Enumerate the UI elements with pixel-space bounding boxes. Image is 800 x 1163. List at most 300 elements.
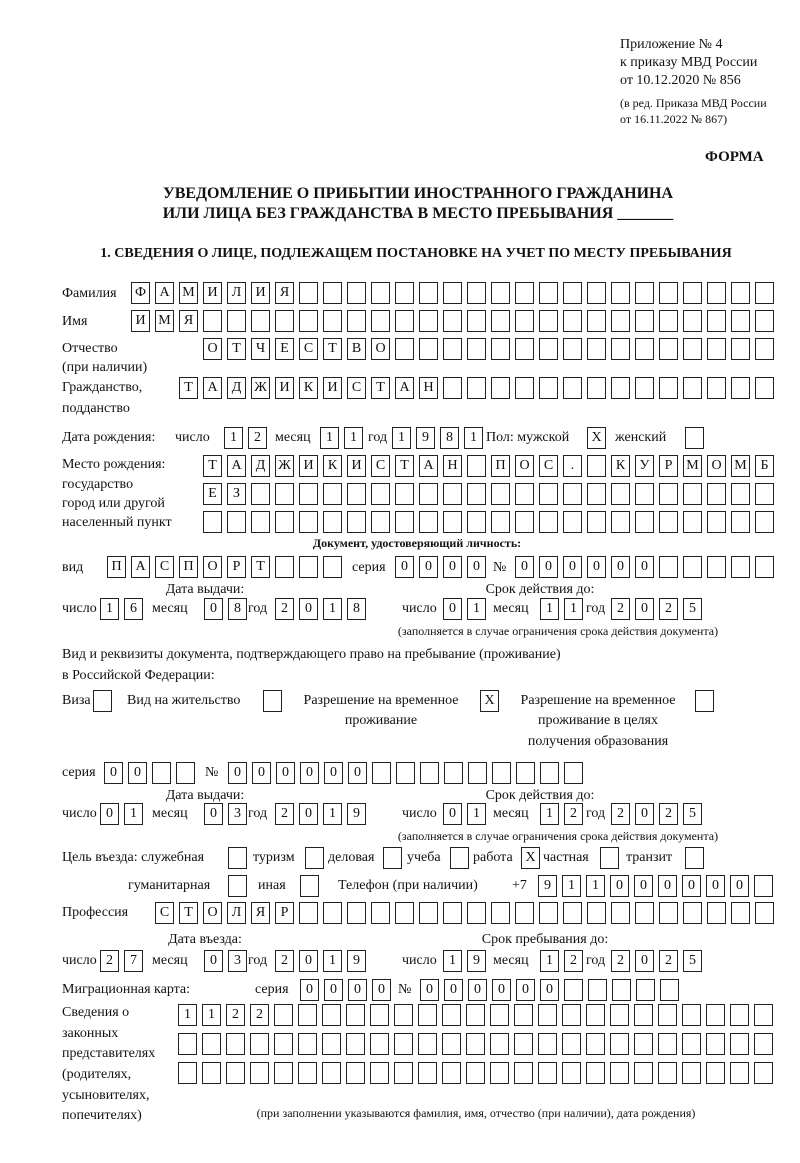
surname-field-cell[interactable]: [347, 282, 366, 304]
representatives-line-3-cell[interactable]: [250, 1062, 269, 1084]
dob-day-field-cell[interactable]: 2: [248, 427, 267, 449]
birthplace-line-1-cell[interactable]: Б: [755, 455, 774, 477]
representatives-line-2-cell[interactable]: [610, 1033, 629, 1055]
name-field-cell[interactable]: [347, 310, 366, 332]
migration-card-number-cell[interactable]: [588, 979, 607, 1001]
name-field-cell[interactable]: [275, 310, 294, 332]
birthplace-line-1-cell[interactable]: С: [539, 455, 558, 477]
representatives-line-2-cell[interactable]: [298, 1033, 317, 1055]
stay-until-month-cell[interactable]: 1: [540, 950, 559, 972]
migration-card-number-cell[interactable]: [636, 979, 655, 1001]
birthplace-line-2-cell[interactable]: [539, 483, 558, 505]
migration-card-number-cell[interactable]: 0: [540, 979, 559, 1001]
profession-field-cell[interactable]: [755, 902, 774, 924]
id-valid-month-cell[interactable]: 1: [564, 598, 583, 620]
profession-field-cell[interactable]: [347, 902, 366, 924]
birthplace-line-2-cell[interactable]: [563, 483, 582, 505]
purpose-transit-checkbox[interactable]: [685, 847, 704, 869]
citizenship-field-cell[interactable]: [707, 377, 726, 399]
representatives-line-3-cell[interactable]: [538, 1062, 557, 1084]
surname-field-cell[interactable]: Ф: [131, 282, 150, 304]
surname-field-cell[interactable]: А: [155, 282, 174, 304]
citizenship-field-cell[interactable]: [563, 377, 582, 399]
stay-issue-year-cell[interactable]: 9: [347, 803, 366, 825]
patronymic-field-cell[interactable]: [635, 338, 654, 360]
citizenship-field-cell[interactable]: [683, 377, 702, 399]
profession-field-cell[interactable]: Я: [251, 902, 270, 924]
representatives-line-3-cell[interactable]: [610, 1062, 629, 1084]
birthplace-line-2-cell[interactable]: [491, 483, 510, 505]
id-issue-year-cell[interactable]: 1: [323, 598, 342, 620]
representatives-line-2-cell[interactable]: [274, 1033, 293, 1055]
migration-card-series-cell[interactable]: 0: [324, 979, 343, 1001]
representatives-line-1-cell[interactable]: [298, 1004, 317, 1026]
birthplace-line-3-cell[interactable]: [731, 511, 750, 533]
birthplace-line-3-cell[interactable]: [443, 511, 462, 533]
id-number-field-cell[interactable]: [683, 556, 702, 578]
id-series-field-cell[interactable]: 0: [467, 556, 486, 578]
profession-field-cell[interactable]: [683, 902, 702, 924]
patronymic-field-cell[interactable]: [443, 338, 462, 360]
citizenship-field-cell[interactable]: [491, 377, 510, 399]
dob-month-field-cell[interactable]: 1: [344, 427, 363, 449]
entry-year-cell[interactable]: 0: [299, 950, 318, 972]
birthplace-line-3-cell[interactable]: [347, 511, 366, 533]
name-field-cell[interactable]: Я: [179, 310, 198, 332]
representatives-line-1-cell[interactable]: [418, 1004, 437, 1026]
profession-field-cell[interactable]: [395, 902, 414, 924]
profession-field-cell[interactable]: Р: [275, 902, 294, 924]
entry-year-cell[interactable]: 9: [347, 950, 366, 972]
entry-month-cell[interactable]: 0: [204, 950, 223, 972]
name-field-cell[interactable]: [419, 310, 438, 332]
representatives-line-1-cell[interactable]: 1: [178, 1004, 197, 1026]
representatives-line-3-cell[interactable]: [322, 1062, 341, 1084]
citizenship-field-cell[interactable]: А: [203, 377, 222, 399]
representatives-line-2-cell[interactable]: [586, 1033, 605, 1055]
birthplace-line-3-cell[interactable]: [467, 511, 486, 533]
name-field-cell[interactable]: [683, 310, 702, 332]
representatives-line-3-cell[interactable]: [466, 1062, 485, 1084]
surname-field-cell[interactable]: [635, 282, 654, 304]
representatives-line-3-cell[interactable]: [226, 1062, 245, 1084]
profession-field-cell[interactable]: [659, 902, 678, 924]
migration-card-series-cell[interactable]: 0: [348, 979, 367, 1001]
name-field-cell[interactable]: [323, 310, 342, 332]
representatives-line-2-cell[interactable]: [754, 1033, 773, 1055]
birthplace-line-1-cell[interactable]: У: [635, 455, 654, 477]
stay-doc-series-field-cell[interactable]: 0: [104, 762, 123, 784]
patronymic-field-cell[interactable]: Т: [227, 338, 246, 360]
id-number-field-cell[interactable]: 0: [539, 556, 558, 578]
patronymic-field-cell[interactable]: [611, 338, 630, 360]
representatives-line-1-cell[interactable]: [346, 1004, 365, 1026]
stay-until-year-cell[interactable]: 5: [683, 950, 702, 972]
citizenship-field-cell[interactable]: [515, 377, 534, 399]
patronymic-field-cell[interactable]: В: [347, 338, 366, 360]
surname-field-cell[interactable]: И: [251, 282, 270, 304]
patronymic-field-cell[interactable]: Ч: [251, 338, 270, 360]
birthplace-line-2-cell[interactable]: [395, 483, 414, 505]
name-field-cell[interactable]: [515, 310, 534, 332]
birthplace-line-3-cell[interactable]: [707, 511, 726, 533]
citizenship-field-cell[interactable]: И: [323, 377, 342, 399]
profession-field-cell[interactable]: [563, 902, 582, 924]
stay-valid-year-cell[interactable]: 2: [611, 803, 630, 825]
surname-field-cell[interactable]: Я: [275, 282, 294, 304]
birthplace-line-2-cell[interactable]: [419, 483, 438, 505]
surname-field-cell[interactable]: [419, 282, 438, 304]
id-valid-year-cell[interactable]: 2: [611, 598, 630, 620]
representatives-line-1-cell[interactable]: [370, 1004, 389, 1026]
profession-field-cell[interactable]: [707, 902, 726, 924]
purpose-official-checkbox[interactable]: [228, 847, 247, 869]
stay-issue-month-cell[interactable]: 0: [204, 803, 223, 825]
id-issue-year-cell[interactable]: 0: [299, 598, 318, 620]
phone-field-cell[interactable]: 0: [634, 875, 653, 897]
birthplace-line-2-cell[interactable]: [587, 483, 606, 505]
citizenship-field-cell[interactable]: [635, 377, 654, 399]
stay-issue-year-cell[interactable]: 1: [323, 803, 342, 825]
birthplace-line-1-cell[interactable]: М: [683, 455, 702, 477]
purpose-other-checkbox[interactable]: [300, 875, 319, 897]
id-number-field-cell[interactable]: 0: [515, 556, 534, 578]
birthplace-line-2-cell[interactable]: [251, 483, 270, 505]
representatives-line-2-cell[interactable]: [490, 1033, 509, 1055]
representatives-line-3-cell[interactable]: [442, 1062, 461, 1084]
patronymic-field-cell[interactable]: О: [371, 338, 390, 360]
surname-field-cell[interactable]: [707, 282, 726, 304]
entry-year-cell[interactable]: 2: [275, 950, 294, 972]
birthplace-line-3-cell[interactable]: [755, 511, 774, 533]
birthplace-line-1-cell[interactable]: И: [347, 455, 366, 477]
name-field-cell[interactable]: [731, 310, 750, 332]
surname-field-cell[interactable]: [587, 282, 606, 304]
representatives-line-1-cell[interactable]: [466, 1004, 485, 1026]
name-field-cell[interactable]: [467, 310, 486, 332]
citizenship-field-cell[interactable]: Ж: [251, 377, 270, 399]
representatives-line-1-cell[interactable]: [538, 1004, 557, 1026]
birthplace-line-3-cell[interactable]: [491, 511, 510, 533]
surname-field-cell[interactable]: [323, 282, 342, 304]
birthplace-line-1-cell[interactable]: Ж: [275, 455, 294, 477]
stay-doc-number-field-cell[interactable]: [396, 762, 415, 784]
name-field-cell[interactable]: [395, 310, 414, 332]
name-field-cell[interactable]: [227, 310, 246, 332]
citizenship-field-cell[interactable]: Н: [419, 377, 438, 399]
representatives-line-1-cell[interactable]: [706, 1004, 725, 1026]
representatives-line-1-cell[interactable]: [514, 1004, 533, 1026]
visa-checkbox[interactable]: [93, 690, 112, 712]
representatives-line-1-cell[interactable]: [610, 1004, 629, 1026]
id-number-field-cell[interactable]: [731, 556, 750, 578]
dob-month-field-cell[interactable]: 1: [320, 427, 339, 449]
profession-field-cell[interactable]: С: [155, 902, 174, 924]
surname-field-cell[interactable]: [491, 282, 510, 304]
dob-year-field-cell[interactable]: 9: [416, 427, 435, 449]
patronymic-field-cell[interactable]: [659, 338, 678, 360]
patronymic-field-cell[interactable]: [731, 338, 750, 360]
stay-issue-month-cell[interactable]: 3: [228, 803, 247, 825]
profession-field-cell[interactable]: [491, 902, 510, 924]
representatives-line-3-cell[interactable]: [298, 1062, 317, 1084]
phone-field-cell[interactable]: 1: [562, 875, 581, 897]
representatives-line-1-cell[interactable]: [754, 1004, 773, 1026]
citizenship-field-cell[interactable]: [755, 377, 774, 399]
id-valid-day-cell[interactable]: 0: [443, 598, 462, 620]
id-number-field-cell[interactable]: 0: [587, 556, 606, 578]
birthplace-line-1-cell[interactable]: Т: [203, 455, 222, 477]
entry-month-cell[interactable]: 3: [228, 950, 247, 972]
representatives-line-1-cell[interactable]: [274, 1004, 293, 1026]
representatives-line-2-cell[interactable]: [202, 1033, 221, 1055]
representatives-line-1-cell[interactable]: 2: [226, 1004, 245, 1026]
id-kind-field-cell[interactable]: О: [203, 556, 222, 578]
stay-doc-series-field-cell[interactable]: [176, 762, 195, 784]
id-issue-month-cell[interactable]: 8: [228, 598, 247, 620]
id-kind-field-cell[interactable]: А: [131, 556, 150, 578]
purpose-tourism-checkbox[interactable]: [305, 847, 324, 869]
birthplace-line-1-cell[interactable]: И: [299, 455, 318, 477]
representatives-line-3-cell[interactable]: [274, 1062, 293, 1084]
stay-doc-number-field-cell[interactable]: [468, 762, 487, 784]
surname-field-cell[interactable]: Л: [227, 282, 246, 304]
representatives-line-3-cell[interactable]: [178, 1062, 197, 1084]
patronymic-field-cell[interactable]: [467, 338, 486, 360]
representatives-line-2-cell[interactable]: [466, 1033, 485, 1055]
name-field-cell[interactable]: [635, 310, 654, 332]
birthplace-line-2-cell[interactable]: [635, 483, 654, 505]
citizenship-field-cell[interactable]: [659, 377, 678, 399]
name-field-cell[interactable]: [371, 310, 390, 332]
representatives-line-1-cell[interactable]: [730, 1004, 749, 1026]
name-field-cell[interactable]: [611, 310, 630, 332]
migration-card-series-cell[interactable]: 0: [372, 979, 391, 1001]
birthplace-line-2-cell[interactable]: [299, 483, 318, 505]
phone-field-cell[interactable]: 0: [658, 875, 677, 897]
stay-until-year-cell[interactable]: 0: [635, 950, 654, 972]
profession-field-cell[interactable]: [299, 902, 318, 924]
birthplace-line-1-cell[interactable]: М: [731, 455, 750, 477]
birthplace-line-2-cell[interactable]: [707, 483, 726, 505]
citizenship-field-cell[interactable]: [731, 377, 750, 399]
name-field-cell[interactable]: [491, 310, 510, 332]
representatives-line-3-cell[interactable]: [706, 1062, 725, 1084]
name-field-cell[interactable]: И: [131, 310, 150, 332]
id-number-field-cell[interactable]: [659, 556, 678, 578]
stay-valid-month-cell[interactable]: 1: [540, 803, 559, 825]
birthplace-line-2-cell[interactable]: [443, 483, 462, 505]
representatives-line-3-cell[interactable]: [346, 1062, 365, 1084]
id-number-field-cell[interactable]: [755, 556, 774, 578]
citizenship-field-cell[interactable]: [611, 377, 630, 399]
stay-issue-year-cell[interactable]: 2: [275, 803, 294, 825]
surname-field-cell[interactable]: [755, 282, 774, 304]
surname-field-cell[interactable]: [539, 282, 558, 304]
citizenship-field-cell[interactable]: С: [347, 377, 366, 399]
surname-field-cell[interactable]: [395, 282, 414, 304]
citizenship-field-cell[interactable]: К: [299, 377, 318, 399]
birthplace-line-1-cell[interactable]: Р: [659, 455, 678, 477]
representatives-line-1-cell[interactable]: 1: [202, 1004, 221, 1026]
profession-field-cell[interactable]: [467, 902, 486, 924]
patronymic-field-cell[interactable]: [563, 338, 582, 360]
citizenship-field-cell[interactable]: Т: [371, 377, 390, 399]
stay-until-year-cell[interactable]: 2: [659, 950, 678, 972]
id-series-field-cell[interactable]: 0: [443, 556, 462, 578]
representatives-line-2-cell[interactable]: [226, 1033, 245, 1055]
id-kind-field-cell[interactable]: [323, 556, 342, 578]
stay-doc-number-field-cell[interactable]: [492, 762, 511, 784]
phone-field-cell[interactable]: 0: [682, 875, 701, 897]
migration-card-number-cell[interactable]: 0: [492, 979, 511, 1001]
purpose-study-checkbox[interactable]: [450, 847, 469, 869]
patronymic-field-cell[interactable]: Е: [275, 338, 294, 360]
birthplace-line-2-cell[interactable]: Е: [203, 483, 222, 505]
id-issue-day-cell[interactable]: 1: [100, 598, 119, 620]
representatives-line-3-cell[interactable]: [682, 1062, 701, 1084]
profession-field-cell[interactable]: Л: [227, 902, 246, 924]
birthplace-line-3-cell[interactable]: [203, 511, 222, 533]
representatives-line-3-cell[interactable]: [562, 1062, 581, 1084]
surname-field-cell[interactable]: [299, 282, 318, 304]
birthplace-line-1-cell[interactable]: П: [491, 455, 510, 477]
migration-card-number-cell[interactable]: 0: [444, 979, 463, 1001]
stay-valid-year-cell[interactable]: 2: [659, 803, 678, 825]
birthplace-line-1-cell[interactable]: А: [227, 455, 246, 477]
surname-field-cell[interactable]: [683, 282, 702, 304]
id-issue-month-cell[interactable]: 0: [204, 598, 223, 620]
patronymic-field-cell[interactable]: С: [299, 338, 318, 360]
id-valid-month-cell[interactable]: 1: [540, 598, 559, 620]
sex-male-checkbox[interactable]: X: [587, 427, 606, 449]
id-kind-field-cell[interactable]: П: [179, 556, 198, 578]
citizenship-field-cell[interactable]: [539, 377, 558, 399]
birthplace-line-2-cell[interactable]: [323, 483, 342, 505]
birthplace-line-3-cell[interactable]: [299, 511, 318, 533]
patronymic-field-cell[interactable]: [395, 338, 414, 360]
surname-field-cell[interactable]: [443, 282, 462, 304]
surname-field-cell[interactable]: И: [203, 282, 222, 304]
id-kind-field-cell[interactable]: [299, 556, 318, 578]
stay-doc-series-field-cell[interactable]: [152, 762, 171, 784]
profession-field-cell[interactable]: [587, 902, 606, 924]
representatives-line-3-cell[interactable]: [658, 1062, 677, 1084]
birthplace-line-2-cell[interactable]: [611, 483, 630, 505]
name-field-cell[interactable]: [563, 310, 582, 332]
patronymic-field-cell[interactable]: [755, 338, 774, 360]
birthplace-line-2-cell[interactable]: [467, 483, 486, 505]
birthplace-line-2-cell[interactable]: [731, 483, 750, 505]
name-field-cell[interactable]: [539, 310, 558, 332]
stay-valid-month-cell[interactable]: 2: [564, 803, 583, 825]
representatives-line-2-cell[interactable]: [418, 1033, 437, 1055]
name-field-cell[interactable]: [587, 310, 606, 332]
birthplace-line-1-cell[interactable]: О: [515, 455, 534, 477]
stay-until-year-cell[interactable]: 2: [611, 950, 630, 972]
birthplace-line-1-cell[interactable]: Д: [251, 455, 270, 477]
representatives-line-1-cell[interactable]: [394, 1004, 413, 1026]
birthplace-line-1-cell[interactable]: К: [323, 455, 342, 477]
representatives-line-2-cell[interactable]: [514, 1033, 533, 1055]
profession-field-cell[interactable]: О: [203, 902, 222, 924]
representatives-line-2-cell[interactable]: [178, 1033, 197, 1055]
stay-doc-number-field-cell[interactable]: 0: [300, 762, 319, 784]
birthplace-line-3-cell[interactable]: [227, 511, 246, 533]
migration-card-number-cell[interactable]: [612, 979, 631, 1001]
name-field-cell[interactable]: [251, 310, 270, 332]
birthplace-line-2-cell[interactable]: З: [227, 483, 246, 505]
id-issue-year-cell[interactable]: 2: [275, 598, 294, 620]
stay-doc-number-field-cell[interactable]: [444, 762, 463, 784]
patronymic-field-cell[interactable]: [683, 338, 702, 360]
dob-year-field-cell[interactable]: 8: [440, 427, 459, 449]
representatives-line-3-cell[interactable]: [418, 1062, 437, 1084]
stay-until-day-cell[interactable]: 1: [443, 950, 462, 972]
dob-year-field-cell[interactable]: 1: [464, 427, 483, 449]
representatives-line-3-cell[interactable]: [586, 1062, 605, 1084]
representatives-line-1-cell[interactable]: [682, 1004, 701, 1026]
birthplace-line-3-cell[interactable]: [539, 511, 558, 533]
patronymic-field-cell[interactable]: [707, 338, 726, 360]
representatives-line-3-cell[interactable]: [754, 1062, 773, 1084]
purpose-humanitarian-checkbox[interactable]: [228, 875, 247, 897]
representatives-line-2-cell[interactable]: [562, 1033, 581, 1055]
stay-valid-year-cell[interactable]: 5: [683, 803, 702, 825]
stay-valid-year-cell[interactable]: 0: [635, 803, 654, 825]
profession-field-cell[interactable]: [635, 902, 654, 924]
name-field-cell[interactable]: [755, 310, 774, 332]
profession-field-cell[interactable]: [731, 902, 750, 924]
birthplace-line-1-cell[interactable]: О: [707, 455, 726, 477]
stay-valid-day-cell[interactable]: 0: [443, 803, 462, 825]
name-field-cell[interactable]: [659, 310, 678, 332]
id-number-field-cell[interactable]: 0: [563, 556, 582, 578]
birthplace-line-2-cell[interactable]: [755, 483, 774, 505]
migration-card-number-cell[interactable]: [660, 979, 679, 1001]
birthplace-line-3-cell[interactable]: [395, 511, 414, 533]
citizenship-field-cell[interactable]: Д: [227, 377, 246, 399]
migration-card-number-cell[interactable]: 0: [516, 979, 535, 1001]
citizenship-field-cell[interactable]: И: [275, 377, 294, 399]
migration-card-number-cell[interactable]: [564, 979, 583, 1001]
birthplace-line-3-cell[interactable]: [683, 511, 702, 533]
representatives-line-2-cell[interactable]: [730, 1033, 749, 1055]
surname-field-cell[interactable]: [731, 282, 750, 304]
birthplace-line-3-cell[interactable]: [659, 511, 678, 533]
stay-issue-year-cell[interactable]: 0: [299, 803, 318, 825]
stay-doc-number-field-cell[interactable]: [516, 762, 535, 784]
id-issue-year-cell[interactable]: 8: [347, 598, 366, 620]
profession-field-cell[interactable]: Т: [179, 902, 198, 924]
representatives-line-1-cell[interactable]: [634, 1004, 653, 1026]
patronymic-field-cell[interactable]: [539, 338, 558, 360]
stay-doc-number-field-cell[interactable]: [372, 762, 391, 784]
patronymic-field-cell[interactable]: Т: [323, 338, 342, 360]
patronymic-field-cell[interactable]: [491, 338, 510, 360]
id-kind-field-cell[interactable]: Т: [251, 556, 270, 578]
representatives-line-2-cell[interactable]: [706, 1033, 725, 1055]
citizenship-field-cell[interactable]: [587, 377, 606, 399]
birthplace-line-3-cell[interactable]: [635, 511, 654, 533]
representatives-line-3-cell[interactable]: [514, 1062, 533, 1084]
surname-field-cell[interactable]: [467, 282, 486, 304]
citizenship-field-cell[interactable]: Т: [179, 377, 198, 399]
profession-field-cell[interactable]: [539, 902, 558, 924]
profession-field-cell[interactable]: [443, 902, 462, 924]
representatives-line-3-cell[interactable]: [634, 1062, 653, 1084]
birthplace-line-3-cell[interactable]: [563, 511, 582, 533]
